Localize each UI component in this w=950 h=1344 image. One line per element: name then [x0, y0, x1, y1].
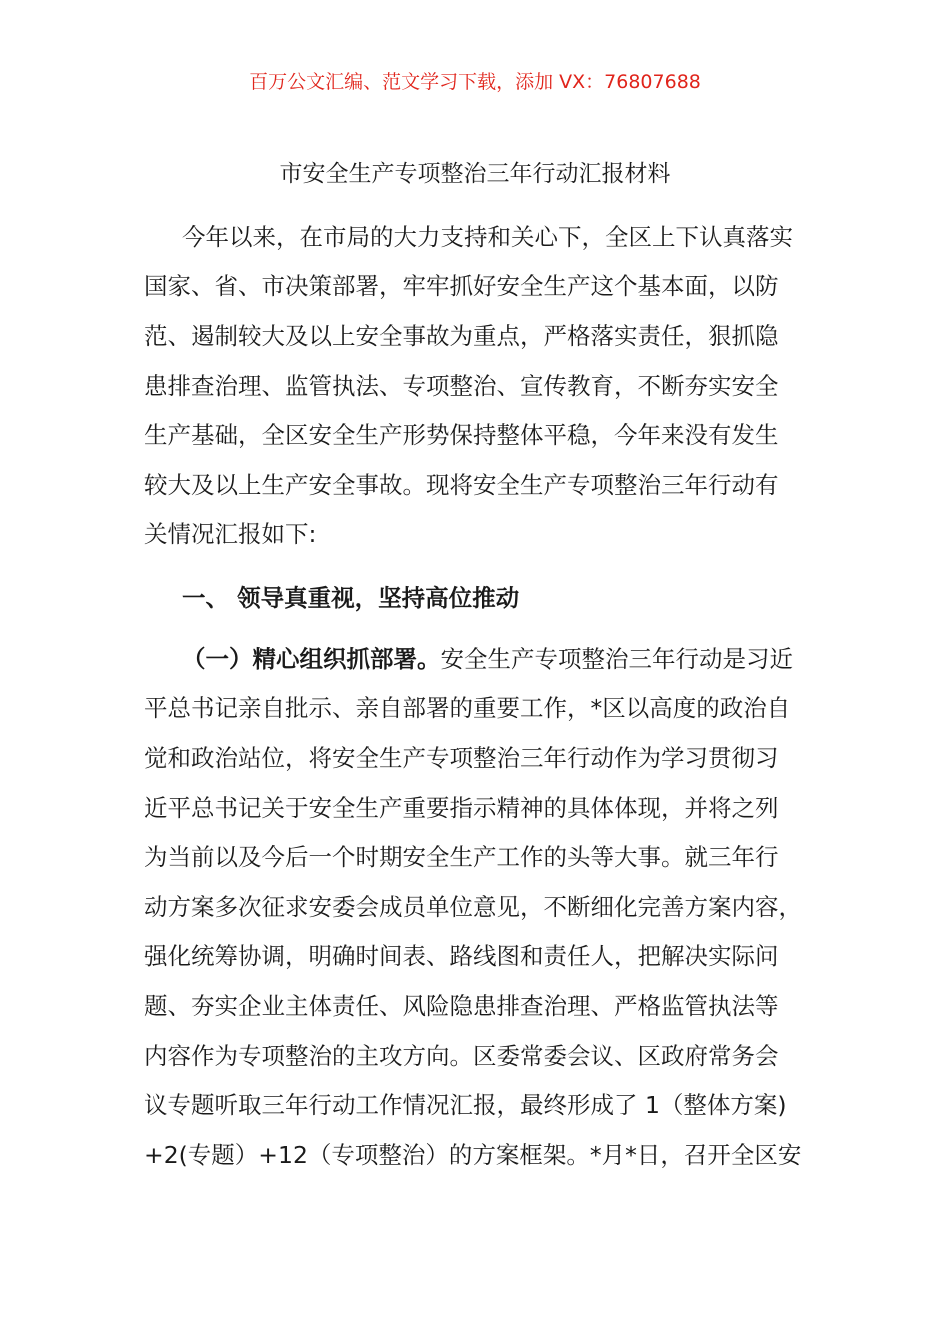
intro-line-7: 关情况汇报如下:: [144, 520, 317, 548]
subsection-line-1-text: 安全生产专项整治三年行动是习近: [440, 645, 793, 673]
subsection-line-5: 为当前以及今后一个时期安全生产工作的头等大事。就三年行: [144, 843, 779, 871]
section-heading-1: 一、 领导真重视，坚持高位推动: [182, 584, 520, 612]
watermark-banner: 百万公文汇编、范文学习下载，添加 VX：76807688: [249, 71, 701, 93]
intro-line-3: 范、遏制较大及以上安全事故为重点，严格落实责任，狠抓隐: [144, 322, 779, 350]
subsection-line-10: 议专题听取三年行动工作情况汇报，最终形成了 1（整体方案): [144, 1091, 787, 1119]
intro-line-5: 生产基础，全区安全生产形势保持整体平稳，今年来没有发生: [144, 421, 779, 449]
subsection-line-8: 题、夯实企业主体责任、风险隐患排查治理、严格监管执法等: [144, 992, 779, 1020]
subsection-line-6: 动方案多次征求安委会成员单位意见，不断细化完善方案内容，: [144, 893, 802, 921]
subsection-line-2: 平总书记亲自批示、亲自部署的重要工作，*区以高度的政治自: [144, 694, 791, 722]
subsection-line-1: [182, 641, 793, 677]
subsection-line-11: +2(专题）+12（专项整治）的方案框架。*月*日，召开全区安: [144, 1141, 802, 1169]
subsection-line-9: 内容作为专项整治的主攻方向。区委常委会议、区政府常务会: [144, 1042, 779, 1070]
intro-line-6: 较大及以上生产安全事故。现将安全生产专项整治三年行动有: [144, 471, 779, 499]
intro-line-1: 今年以来，在市局的大力支持和关心下，全区上下认真落实: [182, 223, 793, 251]
subsection-label: （一）精心组织抓部署。: [182, 645, 441, 673]
document-title: 市安全生产专项整治三年行动汇报材料: [279, 161, 671, 187]
intro-line-4: 患排查治理、监管执法、专项整治、宣传教育，不断夯实安全: [144, 372, 779, 400]
subsection-line-4: 近平总书记关于安全生产重要指示精神的具体体现，并将之列: [144, 794, 779, 822]
subsection-line-7: 强化统筹协调，明确时间表、路线图和责任人，把解决实际问: [144, 942, 779, 970]
subsection-line-3: 觉和政治站位，将安全生产专项整治三年行动作为学习贯彻习: [144, 744, 779, 772]
intro-line-2: 国家、省、市决策部署，牢牢抓好安全生产这个基本面，以防: [144, 272, 779, 300]
